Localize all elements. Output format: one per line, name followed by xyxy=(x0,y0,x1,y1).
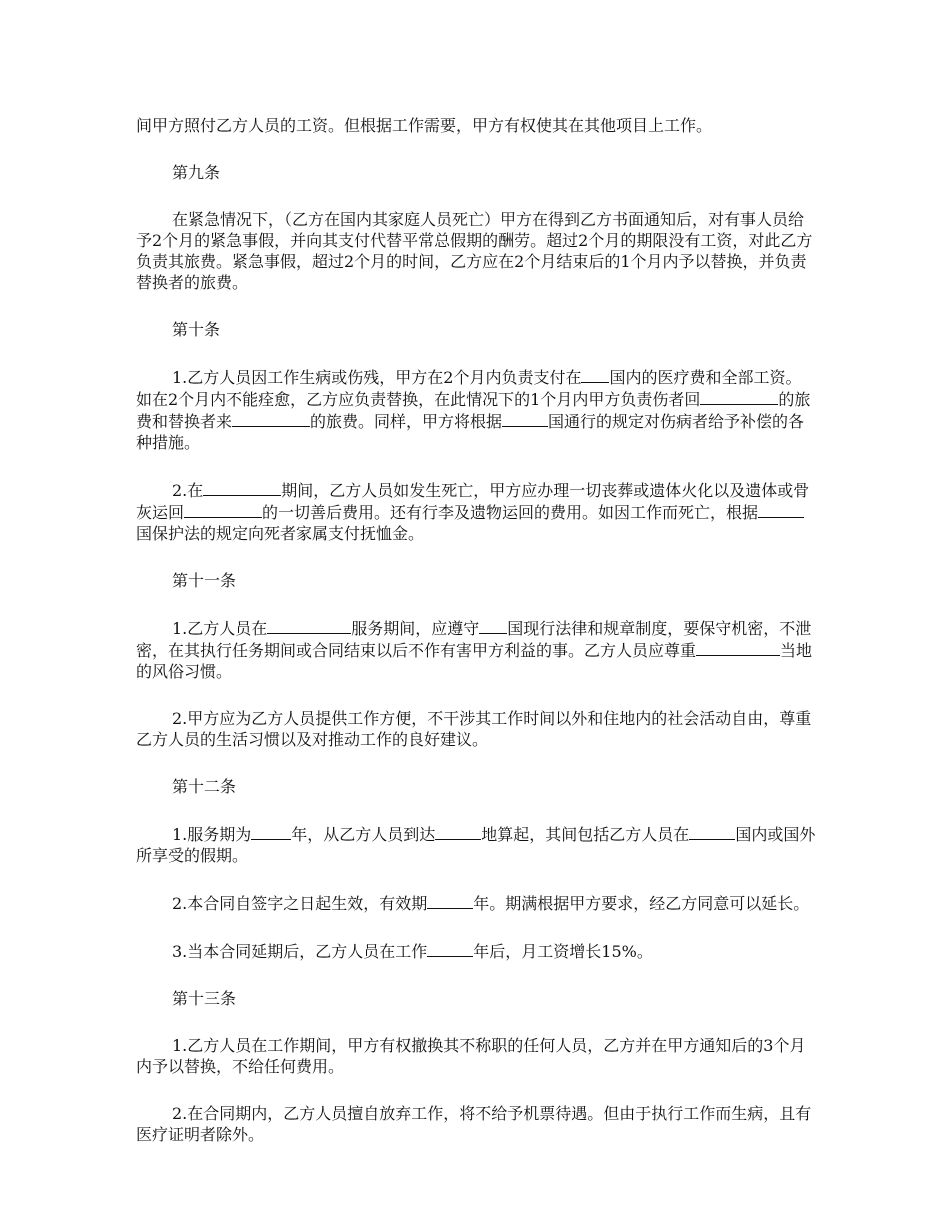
blank-field[interactable] xyxy=(267,617,351,634)
article-13-heading: 第十三条 xyxy=(172,989,237,1008)
clause-text: 1.乙方人员在 xyxy=(172,619,268,638)
clause-text: 年后，月工资增长15%。 xyxy=(473,942,653,961)
blank-field[interactable] xyxy=(184,501,262,518)
article-13-clause-1: 1.乙方人员在工作期间，甲方有权撤换其不称职的任何人员，乙方并在甲方通知后的3个月内予以替换，不给任何费用。 xyxy=(136,1036,806,1076)
blank-field[interactable] xyxy=(696,639,780,656)
clause-text: 2.本合同自签字之日起生效，有效期 xyxy=(172,894,428,913)
article-11-heading: 第十一条 xyxy=(172,571,237,590)
blank-field[interactable] xyxy=(232,410,310,427)
article-9-heading: 第九条 xyxy=(172,163,221,182)
clause-text: 1.服务期为 xyxy=(172,825,252,844)
blank-field[interactable] xyxy=(700,388,778,405)
blank-field[interactable] xyxy=(251,823,291,840)
blank-field[interactable] xyxy=(427,940,473,957)
clause-text: 3.当本合同延期后，乙方人员在工作 xyxy=(172,942,428,961)
article-10-heading: 第十条 xyxy=(172,320,221,339)
clause-text: 国通行的规定对伤病者给予补偿的各种措施。 xyxy=(136,412,805,452)
blank-field[interactable] xyxy=(203,479,281,496)
clause-text: 的旅费。同样，甲方将根据 xyxy=(310,412,503,431)
clause-text: 年，从乙方人员到达 xyxy=(291,825,436,844)
blank-field[interactable] xyxy=(689,823,735,840)
article-12-clause-1 xyxy=(136,823,816,866)
clause-text: 的旅费和替换者来 xyxy=(136,390,811,431)
blank-field[interactable] xyxy=(427,892,473,909)
clause-text: 国内的医疗费和全部工资。如在2个月内不能痊愈，乙方应负责替换，在此情况下的1个月内甲方负责伤者回 xyxy=(136,368,802,409)
clause-text: 年。期满根据甲方要求，经乙方同意可以延长。 xyxy=(473,894,810,913)
article-11-clause-2: 2.甲方应为乙方人员提供工作方便，不干涉其工作时间以外和住地内的社会活动自由，尊重乙方人员的生活习惯以及对推动工作的良好建议。 xyxy=(136,709,812,749)
paragraph-continuation: 间甲方照付乙方人员的工资。但根据工作需要，甲方有权使其在其他项目上工作。 xyxy=(136,116,713,135)
article-12-heading: 第十二条 xyxy=(172,777,237,796)
clause-text: 国内或国外所享受的假期。 xyxy=(136,825,816,865)
clause-text: 服务期间，应遵守 xyxy=(351,619,480,638)
article-12-clause-2 xyxy=(136,892,816,914)
blank-field[interactable] xyxy=(502,410,548,427)
clause-text: 国现行法律和规章制度，要保守机密，不泄密，在其执行任务期间或合同结束以后不作有害甲方利益的事。乙方人员应尊重 xyxy=(136,619,812,660)
article-10-clause-2 xyxy=(136,479,816,544)
article-9-text: 在紧急情况下，（乙方在国内其家庭人员死亡）甲方在得到乙方书面通知后，对有事人员给予2个月的紧急事假，并向其支付代替平常总假期的酬劳。超过2个月的期限没有工资，对此乙方负责其旅费。紧急事假，超过2个月的时间，乙方应在2个月结束后的1个月内予以替换，并负责替换者的旅费。 xyxy=(136,210,813,292)
article-13-clause-2: 2.在合同期内，乙方人员擅自放弃工作，将不给予机票待遇。但由于执行工作而生病，且有医疗证明者除外。 xyxy=(136,1104,812,1144)
blank-field[interactable] xyxy=(581,366,609,383)
article-11-clause-1 xyxy=(136,617,816,682)
blank-field[interactable] xyxy=(758,501,804,518)
contract-body xyxy=(136,115,816,1171)
article-12-clause-3 xyxy=(136,940,816,962)
clause-text: 国保护法的规定向死者家属支付抚恤金。 xyxy=(136,524,425,543)
clause-text: 期间，乙方人员如发生死亡，甲方应办理一切丧葬或遗体火化以及遗体或骨灰运回 xyxy=(136,481,810,522)
clause-text: 2.在 xyxy=(172,481,204,500)
clause-text: 的一切善后费用。还有行李及遗物运回的费用。如因工作而死亡，根据 xyxy=(262,503,759,522)
blank-field[interactable] xyxy=(435,823,481,840)
article-10-clause-1 xyxy=(136,366,816,453)
clause-text: 1.乙方人员因工作生病或伤残，甲方在2个月内负责支付在 xyxy=(172,368,582,387)
clause-text: 地算起，其间包括乙方人员在 xyxy=(481,825,690,844)
clause-text: 当地的风俗习惯。 xyxy=(136,641,813,681)
blank-field[interactable] xyxy=(479,617,507,634)
